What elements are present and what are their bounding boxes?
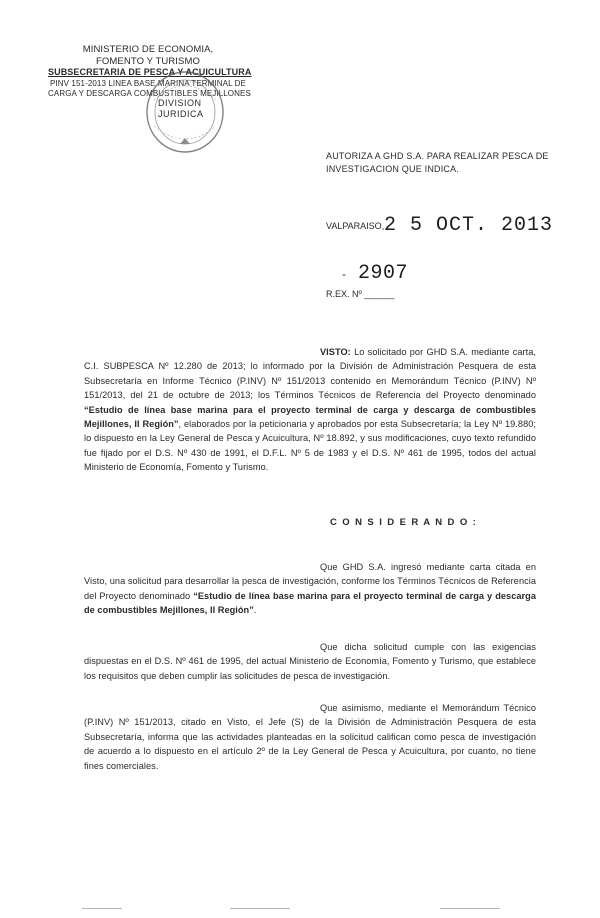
letterhead-ministry: MINISTERIO DE ECONOMIA, [82, 44, 214, 55]
letterhead-reference-1: PINV 151-2013 LINEA BASE MARINA TERMINAL DE [50, 78, 246, 88]
scan-artifact-line [440, 908, 500, 909]
resolution-label: R.EX. Nº ______ [326, 289, 395, 299]
place-label: VALPARAISO, [326, 221, 385, 231]
considerando-paragraph-1: Que GHD S.A. ingresó mediante carta citada en Visto, una solicitud para desarrollar la pesca de investigación, conforme los Términos Técnicos de Referencia del Proyecto denominado “Estudio de línea base marina para el proyecto terminal de carga y descarga de combustibles Mejillones, II Región”. [84, 562, 536, 616]
letterhead-reference-2: CARGA Y DESCARGA COMBUSTIBLES MEJILLONES [48, 88, 251, 98]
resolution-number: 2907 [358, 262, 409, 285]
letterhead-subsecretaria: SUBSECRETARIA DE PESCA Y ACUICULTURA [48, 67, 252, 77]
considerando-heading: C O N S I D E R A N D O : [330, 517, 478, 528]
letterhead-ministry-2: FOMENTO Y TURISMO [96, 55, 200, 67]
project-name: “Estudio de línea base marina para el proyecto terminal de carga y descarga de combustibles Mejillones, II Región” [84, 404, 536, 430]
scan-artifact-line [230, 908, 290, 909]
resolution-dash: - [342, 267, 346, 281]
resolution-subject: AUTORIZA A GHD S.A. PARA REALIZAR PESCA DE INVESTIGACION QUE INDICA. [326, 151, 549, 174]
visto-label: VISTO: [320, 347, 351, 357]
project-name-2: “Estudio de línea base marina para el proyecto terminal de carga y descarga de combustibles Mejillones, II Región” [84, 590, 536, 616]
stamp-text: DIVISION JURIDICA [158, 98, 204, 119]
visto-paragraph: VISTO: Lo solicitado por GHD S.A. mediante carta, C.I. SUBPESCA Nº 12.280 de 2013; lo informado por la División de Administración Pesquera de esta Subsecretaría en Informe Técnico (P.INV) Nº 151/2013 contenido en Memorándum Técnico (P.INV) Nº 151/2013, del 21 de octubre de 2013; los Términos Técnicos de Referencia del Proyecto denominado “Estudio de línea base marina para el proyecto terminal de carga y descarga de combustibles Mejillones, II Región”, elaborados por la peticionaria y aprobados por esta Subsecretaría; la Ley Nº 19.880; lo dispuesto en la Ley General de Pesca y Acuicultura, Nº 18.892, y sus modificaciones, cuyo texto refundido fue fijado por el D.S. Nº 430 de 1991, el D.F.L. Nº 5 de 1983 y el D.S. Nº 461 de 1995, todos del actual Ministerio de Economía, Fomento y Turismo. [84, 347, 536, 473]
date-stamp: 2 5 OCT. 2013 [384, 214, 554, 237]
scan-artifact-line [82, 908, 122, 909]
considerando-paragraph-2: Que dicha solicitud cumple con las exigencias dispuestas en el D.S. Nº 461 de 1995, del actual Ministerio de Economía, Fomento y Turismo, que establece los requisitos que deben cumplir las solicitudes de pesca de investigación. [84, 642, 536, 681]
considerando-paragraph-3: Que asimismo, mediante el Memorándum Técnico (P.INV) Nº 151/2013, citado en Visto, el Jefe (S) de la División de Administración Pesquera de esta Subsecretaría, informa que las actividades planteadas en la solicitud califican como pesca de investigación de acuerdo a lo dispuesto en el artículo 2º de la Ley General de Pesca y Acuicultura, por cuanto, no tiene fines comerciales. [84, 703, 536, 771]
